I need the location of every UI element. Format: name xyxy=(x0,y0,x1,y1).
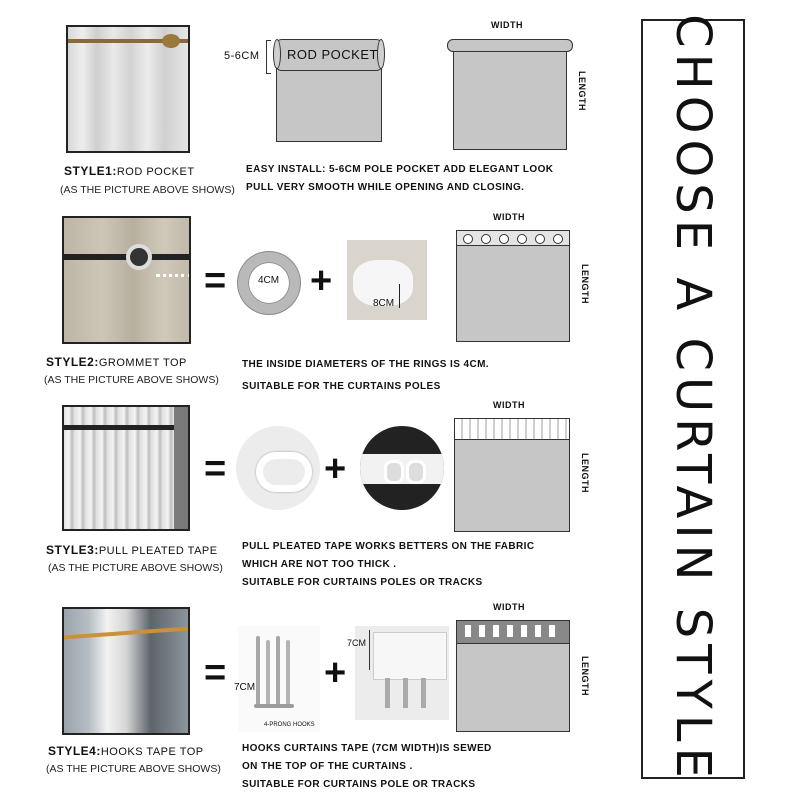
style1-desc xyxy=(246,161,553,197)
style1-pocket-label: ROD POCKET xyxy=(287,47,378,62)
style2-equals: = xyxy=(204,260,227,302)
style2-tape-dim: 8CM xyxy=(373,298,395,309)
style1-dim-label: 5-6CM xyxy=(224,50,260,62)
style3-desc-line3: SUITABLE FOR CURTAINS POLES OR TRACKS xyxy=(242,577,483,588)
style2-plus: + xyxy=(310,260,333,302)
style4-plus: + xyxy=(324,652,347,694)
style1-plain-panel xyxy=(453,50,567,150)
style4-tape-dim: 7CM xyxy=(347,638,367,648)
style3-width-label: WIDTH xyxy=(493,400,525,410)
style1-title: STYLE1:ROD POCKET xyxy=(64,164,195,178)
style1-width-label: WIDTH xyxy=(491,20,523,30)
style2-width-label: WIDTH xyxy=(493,212,525,222)
style4-hook-caption: 4-PRONG HOOKS xyxy=(264,722,315,728)
style2-desc xyxy=(242,354,489,398)
style2-grommet-ring xyxy=(238,252,300,314)
side-title: CHOOSE A CURTAIN STYLE xyxy=(665,14,721,784)
style2-ring-dim: 4CM xyxy=(258,275,280,286)
style1-desc-line1: EASY INSTALL: 5-6CM POLE POCKET ADD ELEGANT LOOK xyxy=(246,164,554,175)
style2-length-label: LENGTH xyxy=(580,264,590,304)
style4-length-label: LENGTH xyxy=(580,656,590,696)
style4-width-label: WIDTH xyxy=(493,602,525,612)
style3-title: STYLE3:PULL PLEATED TAPE xyxy=(46,543,218,557)
style3-photo xyxy=(62,405,190,531)
style3-desc-line2: WHICH ARE NOT TOO THICK . xyxy=(242,559,397,570)
style4-equals: = xyxy=(204,652,227,694)
style4-desc-line2: ON THE TOP OF THE CURTAINS . xyxy=(242,761,413,772)
style1-rod-pocket xyxy=(274,39,384,71)
style4-note: (AS THE PICTURE ABOVE SHOWS) xyxy=(46,763,221,775)
style3-hook-photo xyxy=(236,426,320,510)
style3-equals: = xyxy=(204,448,227,490)
style2-note: (AS THE PICTURE ABOVE SHOWS) xyxy=(44,374,219,386)
style3-desc-line1: PULL PLEATED TAPE WORKS BETTERS ON THE FABRIC xyxy=(242,541,535,552)
style2-grommet-panel xyxy=(456,230,570,342)
side-title-box xyxy=(641,14,745,784)
style2-photo xyxy=(62,216,191,344)
style1-note: (AS THE PICTURE ABOVE SHOWS) xyxy=(60,184,235,196)
style3-desc xyxy=(242,538,534,592)
style2-tape-photo xyxy=(347,240,427,320)
style1-photo xyxy=(66,25,190,153)
style3-pleated-panel xyxy=(454,418,570,532)
style2-title: STYLE2:GROMMET TOP xyxy=(46,355,187,369)
style4-hook-dim: 7CM xyxy=(234,682,256,693)
style3-tape-photo xyxy=(360,426,444,510)
style4-photo xyxy=(62,607,190,735)
style4-desc-line1: HOOKS CURTAINS TAPE (7CM WIDTH)IS SEWED xyxy=(242,743,492,754)
style4-desc-line3: SUITABLE FOR CURTAINS POLE OR TRACKS xyxy=(242,779,476,790)
style3-note: (AS THE PICTURE ABOVE SHOWS) xyxy=(48,562,223,574)
style2-desc-line2: SUITABLE FOR THE CURTAINS POLES xyxy=(242,381,441,392)
style4-desc xyxy=(242,740,492,794)
style4-title: STYLE4:HOOKS TAPE TOP xyxy=(48,744,204,758)
style2-desc-line1: THE INSIDE DIAMETERS OF THE RINGS IS 4CM. xyxy=(242,359,489,370)
style3-plus: + xyxy=(324,448,347,490)
style4-hooks-panel xyxy=(456,620,570,732)
style1-dim-bracket xyxy=(266,40,271,74)
style1-length-label: LENGTH xyxy=(577,71,587,111)
style1-desc-line2: PULL VERY SMOOTH WHILE OPENING AND CLOSING. xyxy=(246,182,525,193)
style4-hooks-photo xyxy=(234,626,320,732)
style4-tape-photo xyxy=(347,626,449,720)
style3-length-label: LENGTH xyxy=(580,453,590,493)
style1-rod xyxy=(447,39,573,52)
